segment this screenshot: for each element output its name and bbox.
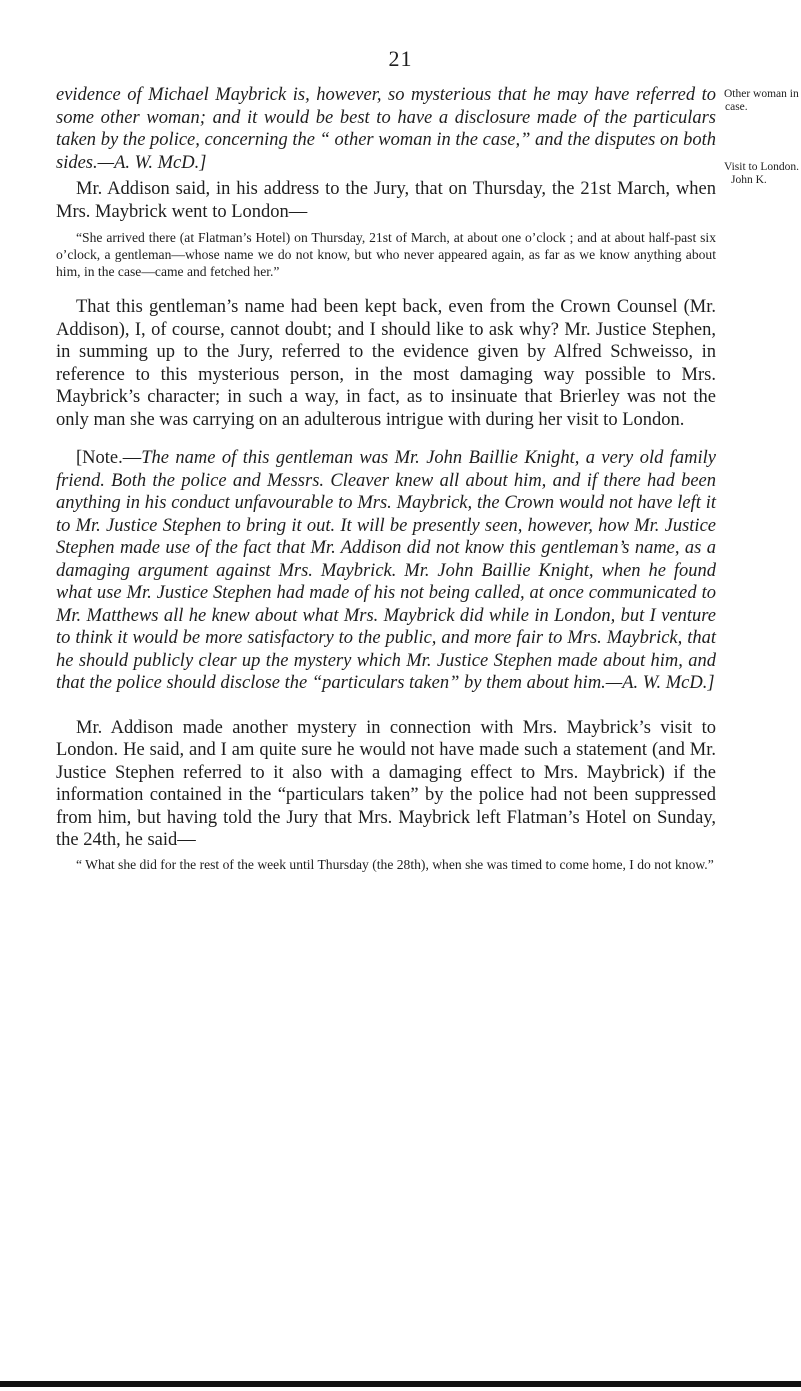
main-text-column (56, 84, 716, 873)
paragraph-gentleman-name: That this gentleman’s name had been kept back, even from the Crown Counsel (Mr. Addison), I, of course, cannot doubt; and I should like to ask why? Mr. Justice Stephen, in summing up to the Jury, referred to the evidence given by Alfred Schweisso, in reference to this mysterious person, in the most damaging way possible to Mrs. Maybrick’s character; in such a way, in fact, as to insinuate that Brierley was not the only man she was carrying on an adulterous intrigue with during her visit to London. (56, 297, 716, 430)
margin-note-line: John K. (731, 174, 767, 186)
margin-note-other-woman (724, 88, 801, 114)
page-number: 21 (388, 46, 413, 71)
note-label: [Note.— (76, 448, 142, 468)
paragraph-editor-note-end: evidence of Michael Maybrick is, however, so mysterious that he may have referred to some other woman; and it would be best to have a disclosure made of the particulars taken by the police, concerning the “ other woman in the case,” and the disputes on both sides.—A. W. McD.] (56, 85, 716, 173)
bottom-scan-edge (0, 1381, 801, 1387)
margin-note-line: case. (725, 101, 748, 113)
margin-note-line: Visit to London. (724, 161, 800, 173)
margin-note-line: Other woman in (724, 88, 799, 100)
note-body: The name of this gentleman was Mr. John Baillie Knight, a very old family friend. Both the police and Messrs. Cleaver knew all about him, and if there had been anything in his conduct unfavourable to Mrs. Maybrick, the Crown would not have left it to Mr. Justice Stephen to bring it out. It will be presently seen, however, how Mr. Justice Stephen made use of the fact that Mr. Addison did not know this gentleman’s name, as a damaging argument against Mrs. Maybrick. Mr. John Baillie Knight, when he found what use Mr. Justice Stephen had made of his not being called, at once communicated to Mr. Matthews all he knew about what Mrs. Maybrick did while in London, but I venture to think it would be more satisfactory to the public, and more fair to Mrs. Maybrick, that he should publicly clear up the mystery which Mr. Justice Stephen made about him, and that the police should disclose the “particulars taken” by them about him.—A. W. McD.] (56, 448, 716, 693)
paragraph-note-baillie-knight (56, 447, 716, 695)
paragraph-addison-address: Mr. Addison said, in his address to the Jury, that on Thursday, the 21st March, when Mrs. Maybrick went to London— (56, 179, 716, 222)
quotation-flatmans-hotel: “She arrived there (at Flatman’s Hotel) on Thursday, 21st of March, at about one o’clock ; and at about half-past six o’clock, a gentleman—whose name we do not know, but who never appeared again, as far as we know anything about him, in the case—came and fetched her.” (56, 230, 716, 279)
margin-note-visit-london (724, 161, 801, 187)
paragraph-another-mystery: Mr. Addison made another mystery in connection with Mrs. Maybrick’s visit to London. He said, and I am quite sure he would not have made such a statement (and Mr. Justice Stephen referred to it also with a damaging effect to Mrs. Maybrick) if the information contained in the “particulars taken” by the police had not been suppressed from him, but having told the Jury that Mrs. Maybrick left Flatman’s Hotel on Sunday, the 24th, he said— (56, 717, 716, 850)
quotation-rest-of-week: “ What she did for the rest of the week until Thursday (the 28th), when she was timed to come home, I do not know.” (76, 856, 714, 872)
